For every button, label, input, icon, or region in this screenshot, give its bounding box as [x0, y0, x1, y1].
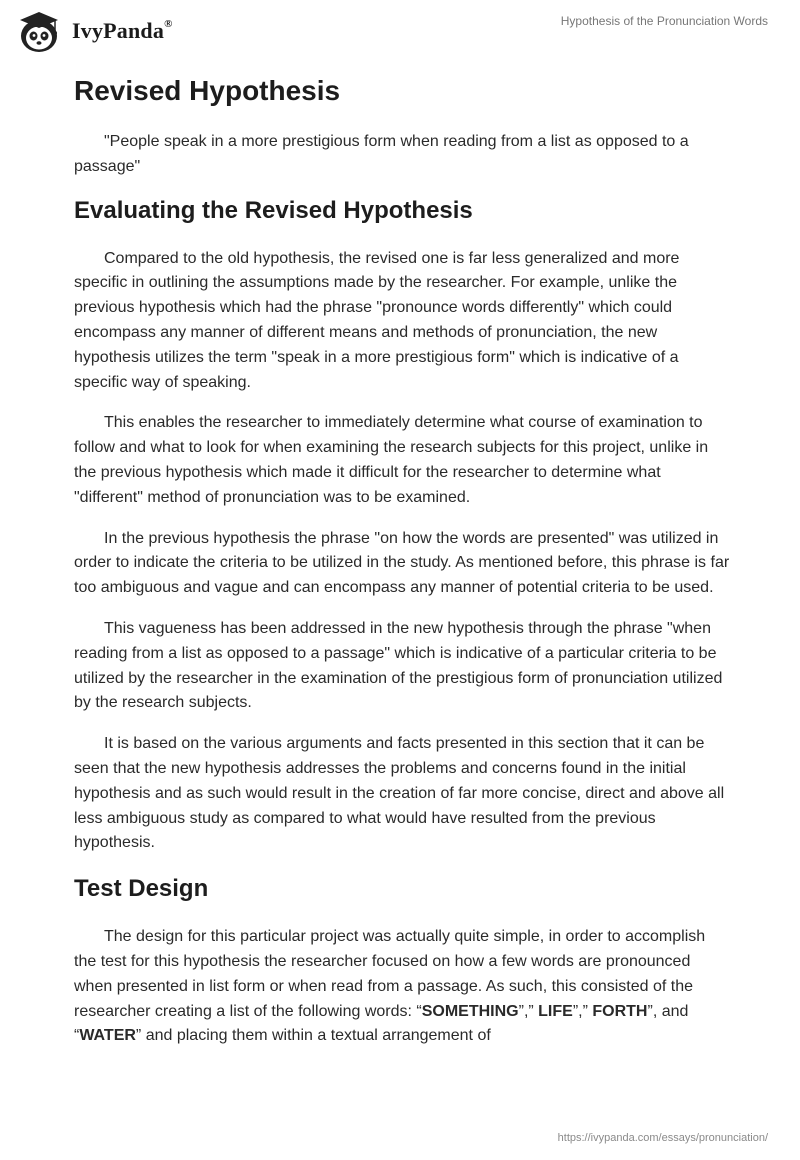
revised-hypothesis-heading: Revised Hypothesis — [74, 75, 341, 106]
document-title: Hypothesis of the Pronunciation Words — [560, 14, 768, 28]
test-design-paragraph: The design for this particular project was actually quite simple, in order to accomplish the test for this hypothesis the researcher focused on how a few words are pronounced when presented in list form or when read from a passage. As such, this consisted of the researcher creating a list of the following words: “SOMETHING”,” LIFE”,” FORTH”, and “WATER” and placing them within a textual arrangement of — [74, 928, 706, 1045]
panda-logo-icon — [14, 8, 64, 54]
word-forth: FORTH — [592, 1002, 648, 1020]
word-life: LIFE — [538, 1002, 573, 1020]
word-something: SOMETHING — [421, 1002, 519, 1020]
evaluating-paragraph-1: Compared to the old hypothesis, the revised one is far less generalized and more specific in outlining the assumptions made by the researcher. For example, unlike the previous hypothesis which had the phrase "pronounce words differently" which could encompass any manner of different means and methods of pronunciation, the new hypothesis utilizes the term "speak in a more prestigious form" which is indicative of a specific way of speaking. — [74, 249, 680, 391]
brand-name: IvyPanda® — [72, 17, 173, 43]
source-url[interactable]: https://ivypanda.com/essays/pronunciation/ — [557, 1132, 768, 1144]
evaluating-heading: Evaluating the Revised Hypothesis — [74, 196, 473, 224]
evaluating-paragraph-4: This vagueness has been addressed in the new hypothesis through the phrase "when reading from a list as opposed to a passage" which is indicative of a particular criteria to be utilized by the researcher in the examination of the prestigious form of pronunciation utilized by the research subjects. — [74, 619, 723, 712]
revised-hypothesis-quote: "People speak in a more prestigious form when reading from a list as opposed to a passage" — [74, 133, 689, 175]
word-water: WATER — [79, 1027, 136, 1045]
evaluating-paragraph-2: This enables the researcher to immediately determine what course of examination to follow and what to look for when examining the research subjects for this project, unlike in the previous hypothesis which made it difficult for the researcher to determine what "different" method of pronunciation was to be examined. — [74, 414, 709, 506]
evaluating-paragraph-3: In the previous hypothesis the phrase "on how the words are presented" was utilized in order to indicate the criteria to be utilized in the study. As mentioned before, this phrase is far too ambiguous and vague and can encompass any manner of potential criteria to be used. — [74, 529, 730, 597]
essay-content — [74, 72, 730, 1049]
evaluating-paragraph-5: It is based on the various arguments and facts presented in this section that it can be seen that the new hypothesis addresses the problems and concerns found in the initial hypothesis and as such would result in the creation of far more concise, direct and above all less ambiguous study as compared to what would have resulted from the previous hypothesis. — [74, 735, 725, 852]
brand-logo[interactable] — [14, 8, 173, 54]
page-header — [0, 0, 800, 64]
test-design-heading: Test Design — [74, 875, 209, 903]
